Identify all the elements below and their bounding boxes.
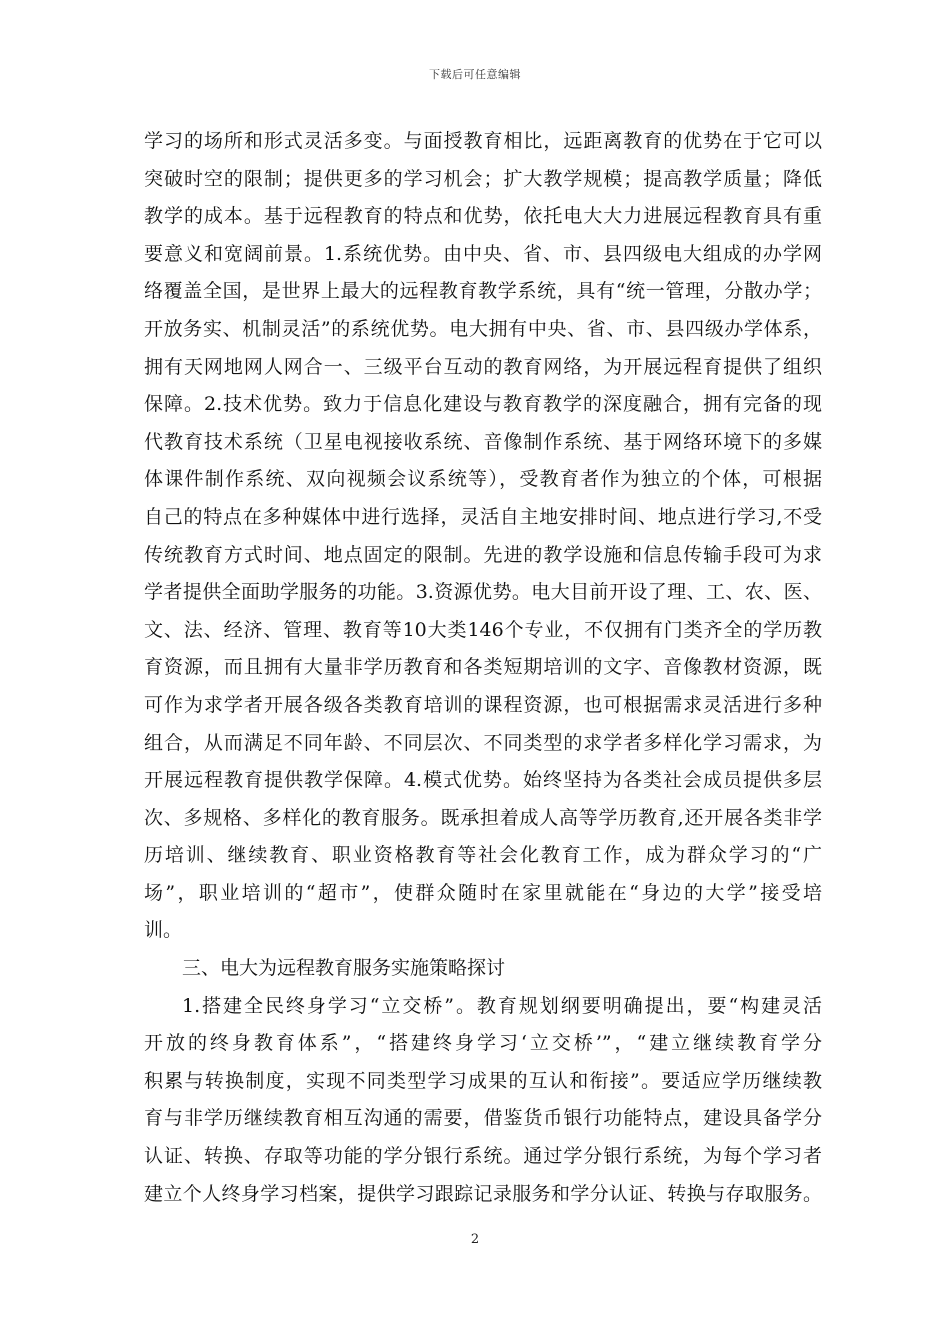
body-line: 开放务实、机制灵活”的系统优势。电大拥有中央、省、市、县四级办学体系， [144,317,822,340]
body-line: 学者提供全面助学服务的功能。3.资源优势。电大目前开设了理、工、农、医、 [144,581,822,604]
section-heading: 三、电大为远程教育服务实施策略探讨 [182,957,506,980]
body-line: 训。 [144,919,183,942]
body-line: 学习的场所和形式灵活多变。与面授教育相比，远距离教育的优势在于它可以 [144,130,822,152]
body-line: 要意义和宽阔前景。1.系统优势。由中央、省、市、县四级电大组成的办学网 [144,242,822,265]
body-line: 代教育技术系统（卫星电视接收系统、音像制作系统、基于网络环境下的多媒 [144,430,822,453]
section-line: 1.搭建全民终身学习“立交桥”。教育规划纲要明确提出，要“构建灵活 [182,994,822,1017]
body-line: 历培训、继续教育、职业资格教育等社会化教育工作，成为群众学习的“广 [144,844,822,867]
body-line: 开展远程教育提供教学保障。4.模式优势。始终坚持为各类社会成员提供多层 [144,769,822,792]
body-line: 文、法、经济、管理、教育等10大类146个专业，不仅拥有门类齐全的学历教 [144,618,822,641]
section-line: 积累与转换制度，实现不同类型学习成果的互认和衔接”。要适应学历继续教 [144,1069,822,1092]
body-line: 场”，职业培训的“超市”，使群众随时在家里就能在“身边的大学”接受培 [144,881,822,904]
body-line: 自己的特点在多种媒体中进行选择，灵活自主地安排时间、地点进行学习,不受 [144,505,822,528]
section-line: 育与非学历继续教育相互沟通的需要，借鉴货币银行功能特点，建设具备学分 [144,1107,822,1130]
body-line: 可作为求学者开展各级各类教育培训的课程资源，也可根据需求灵活进行多种 [144,693,822,716]
section-line: 开放的终身教育体系”，“搭建终身学习‘立交桥’”，“建立继续教育学分 [144,1032,822,1055]
page-number: 2 [470,1232,480,1247]
body-line: 体课件制作系统、双向视频会议系统等），受教育者作为独立的个体，可根据 [144,468,822,491]
section-line: 建立个人终身学习档案，提供学习跟踪记录服务和学分认证、转换与存取服务。 [144,1182,822,1205]
section-line: 认证、转换、存取等功能的学分银行系统。通过学分银行系统，为每个学习者 [144,1145,822,1168]
body-line: 传统教育方式时间、地点固定的限制。先进的教学设施和信息传输手段可为求 [144,543,822,566]
page-header: 下载后可任意编辑 [429,68,521,81]
body-line: 次、多规格、多样化的教育服务。既承担着成人高等学历教育,还开展各类非学 [144,806,822,829]
body-line: 育资源，而且拥有大量非学历教育和各类短期培训的文字、音像教材资源，既 [144,656,822,679]
body-line: 突破时空的限制；提供更多的学习机会；扩大教学规模；提高教学质量；降低 [144,167,822,190]
body-line: 络覆盖全国，是世界上最大的远程教育教学系统，具有“统一管理，分散办学； [144,280,822,303]
body-line: 保障。2.技术优势。致力于信息化建设与教育教学的深度融合，拥有完备的现 [144,393,822,416]
body-line: 拥有天网地网人网合一、三级平台互动的教育网络，为开展远程育提供了组织 [144,355,822,378]
document-body [144,123,822,1213]
body-line: 组合，从而满足不同年龄、不同层次、不同类型的求学者多样化学习需求，为 [144,731,822,754]
body-line: 教学的成本。基于远程教育的特点和优势，依托电大大力进展远程教育具有重 [144,205,822,228]
